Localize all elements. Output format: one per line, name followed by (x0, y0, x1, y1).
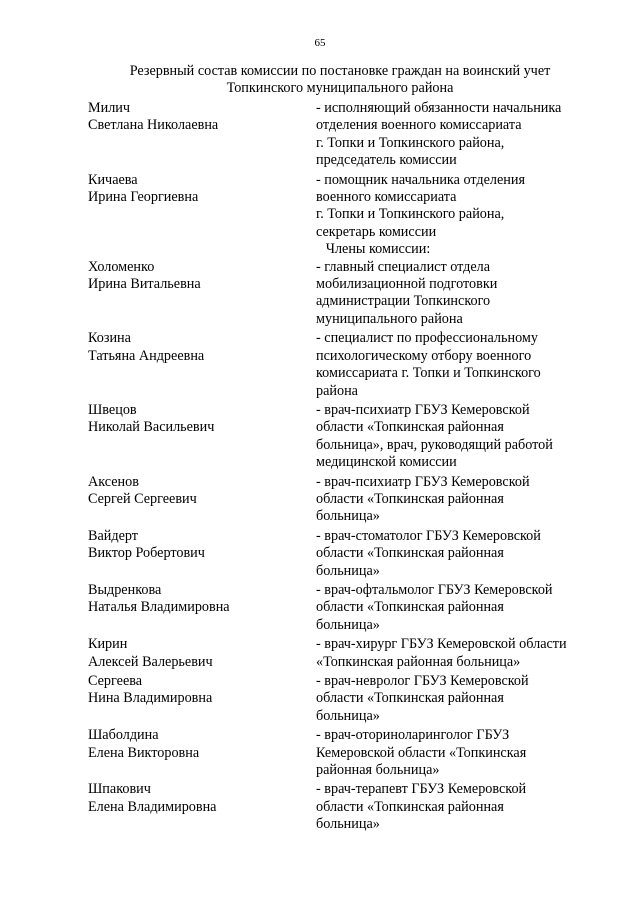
commission-member (88, 402, 598, 472)
member-given-names: Татьяна Андреевна (88, 347, 205, 364)
member-surname: Кирин (88, 636, 128, 653)
member-role (316, 636, 598, 671)
role-line: мобилизационной подготовки (316, 276, 498, 293)
member-name (88, 781, 316, 833)
member-name (88, 259, 316, 329)
role-line: отделения военного комиссариата (316, 117, 522, 134)
member-name (88, 636, 316, 671)
role-line: психологическому отбору военного (316, 347, 532, 364)
member-name (88, 172, 316, 242)
member-surname: Шаболдина (88, 727, 159, 744)
role-line: больница» (316, 562, 380, 579)
member-name (88, 528, 316, 580)
member-name (88, 100, 316, 170)
commission-member (88, 673, 598, 725)
member-name (88, 474, 316, 526)
role-line: комиссариата г. Топки и Топкинского (316, 365, 541, 382)
member-given-names: Николай Васильевич (88, 419, 215, 436)
role-line: «Топкинская районная больница» (316, 653, 521, 670)
member-name (88, 330, 316, 400)
role-line: - врач-оториноларинголог ГБУЗ (316, 727, 510, 744)
member-role (316, 330, 598, 400)
member-surname: Выдренкова (88, 581, 162, 598)
commission-member (88, 474, 598, 526)
role-line: - врач-невролог ГБУЗ Кемеровской (316, 673, 529, 689)
commission-member (88, 727, 598, 779)
member-given-names: Елена Владимировна (88, 798, 217, 815)
member-surname: Кичаева (88, 171, 138, 188)
role-line: Кемеровской области «Топкинская (316, 744, 527, 761)
member-given-names: Светлана Николаевна (88, 117, 219, 134)
member-surname: Милич (88, 100, 131, 116)
page-number: 65 (314, 37, 326, 49)
member-given-names: Алексей Валерьевич (88, 653, 213, 670)
member-surname: Шпакович (88, 781, 151, 798)
members-heading: Члены комиссии: (325, 241, 431, 258)
member-given-names: Ирина Витальевна (88, 276, 201, 293)
role-line: области «Топкинская районная (316, 599, 504, 616)
role-line: - врач-психиатр ГБУЗ Кемеровской (316, 473, 530, 490)
member-role (316, 172, 598, 242)
role-line: - главный специалист отдела (316, 258, 491, 275)
role-line: - специалист по профессиональному (316, 330, 538, 347)
role-line: районная больница» (316, 762, 440, 779)
role-line: председатель комиссии (316, 152, 457, 169)
role-line: области «Топкинская районная (316, 490, 504, 507)
commission-member (88, 259, 598, 329)
member-role (316, 402, 598, 472)
member-given-names: Сергей Сергеевич (88, 490, 197, 507)
role-line: - помощник начальника отделения (316, 171, 525, 188)
document-title (80, 63, 600, 98)
role-line: - врач-терапевт ГБУЗ Кемеровской (316, 781, 527, 798)
role-line: области «Топкинская районная (316, 690, 504, 707)
role-line: администрации Топкинского (316, 293, 491, 310)
role-line: района (316, 382, 358, 399)
member-role (316, 727, 598, 779)
member-role (316, 259, 598, 329)
member-role (316, 100, 598, 170)
role-line: секретарь комиссии (316, 223, 437, 240)
member-given-names: Ирина Георгиевна (88, 189, 199, 206)
commission-member (88, 100, 598, 170)
role-line: - врач-стоматолог ГБУЗ Кемеровской (316, 527, 541, 544)
commission-member (88, 172, 598, 242)
role-line: - исполняющий обязанности начальника (316, 100, 562, 116)
member-given-names: Елена Викторовна (88, 744, 200, 761)
role-line: - врач-хирург ГБУЗ Кемеровской области (316, 636, 567, 653)
role-line: муниципального района (316, 310, 463, 327)
member-given-names: Наталья Владимировна (88, 599, 230, 616)
member-role (316, 673, 598, 725)
member-given-names: Нина Владимировна (88, 690, 213, 707)
role-line: больница» (316, 616, 380, 633)
member-surname: Вайдерт (88, 527, 138, 544)
commission-member (88, 781, 598, 833)
role-line: области «Топкинская районная (316, 419, 504, 436)
member-name (88, 582, 316, 634)
member-name (88, 673, 316, 725)
member-name (88, 402, 316, 472)
member-surname: Аксенов (88, 473, 139, 490)
member-surname: Холоменко (88, 258, 155, 275)
role-line: больница» (316, 508, 380, 525)
commission-member (88, 330, 598, 400)
commission-list (88, 100, 598, 834)
member-surname: Швецов (88, 401, 137, 418)
member-given-names: Виктор Робертович (88, 545, 205, 562)
member-surname: Сергеева (88, 673, 143, 689)
title-line-1: Резервный состав комиссии по постановке граждан на воинский учет (129, 63, 551, 79)
member-role (316, 474, 598, 526)
role-line: больница» (316, 816, 380, 833)
commission-member (88, 582, 598, 634)
member-name (88, 727, 316, 779)
title-line-2: Топкинского муниципального района (226, 80, 454, 97)
role-line: области «Топкинская районная (316, 545, 504, 562)
role-line: - врач-психиатр ГБУЗ Кемеровской (316, 401, 530, 418)
role-line: области «Топкинская районная (316, 798, 504, 815)
role-line: военного комиссариата (316, 189, 457, 206)
member-role (316, 582, 598, 634)
role-line: больница» (316, 707, 380, 724)
role-line: г. Топки и Топкинского района, (316, 134, 505, 151)
role-line: г. Топки и Топкинского района, (316, 206, 505, 223)
role-line: медицинской комиссии (316, 454, 457, 471)
member-role (316, 528, 598, 580)
member-role (316, 781, 598, 833)
role-line: больница», врач, руководящий работой (316, 436, 553, 453)
role-line: - врач-офтальмолог ГБУЗ Кемеровской (316, 581, 553, 598)
commission-member (88, 528, 598, 580)
commission-member (88, 636, 598, 671)
member-surname: Козина (88, 330, 131, 347)
